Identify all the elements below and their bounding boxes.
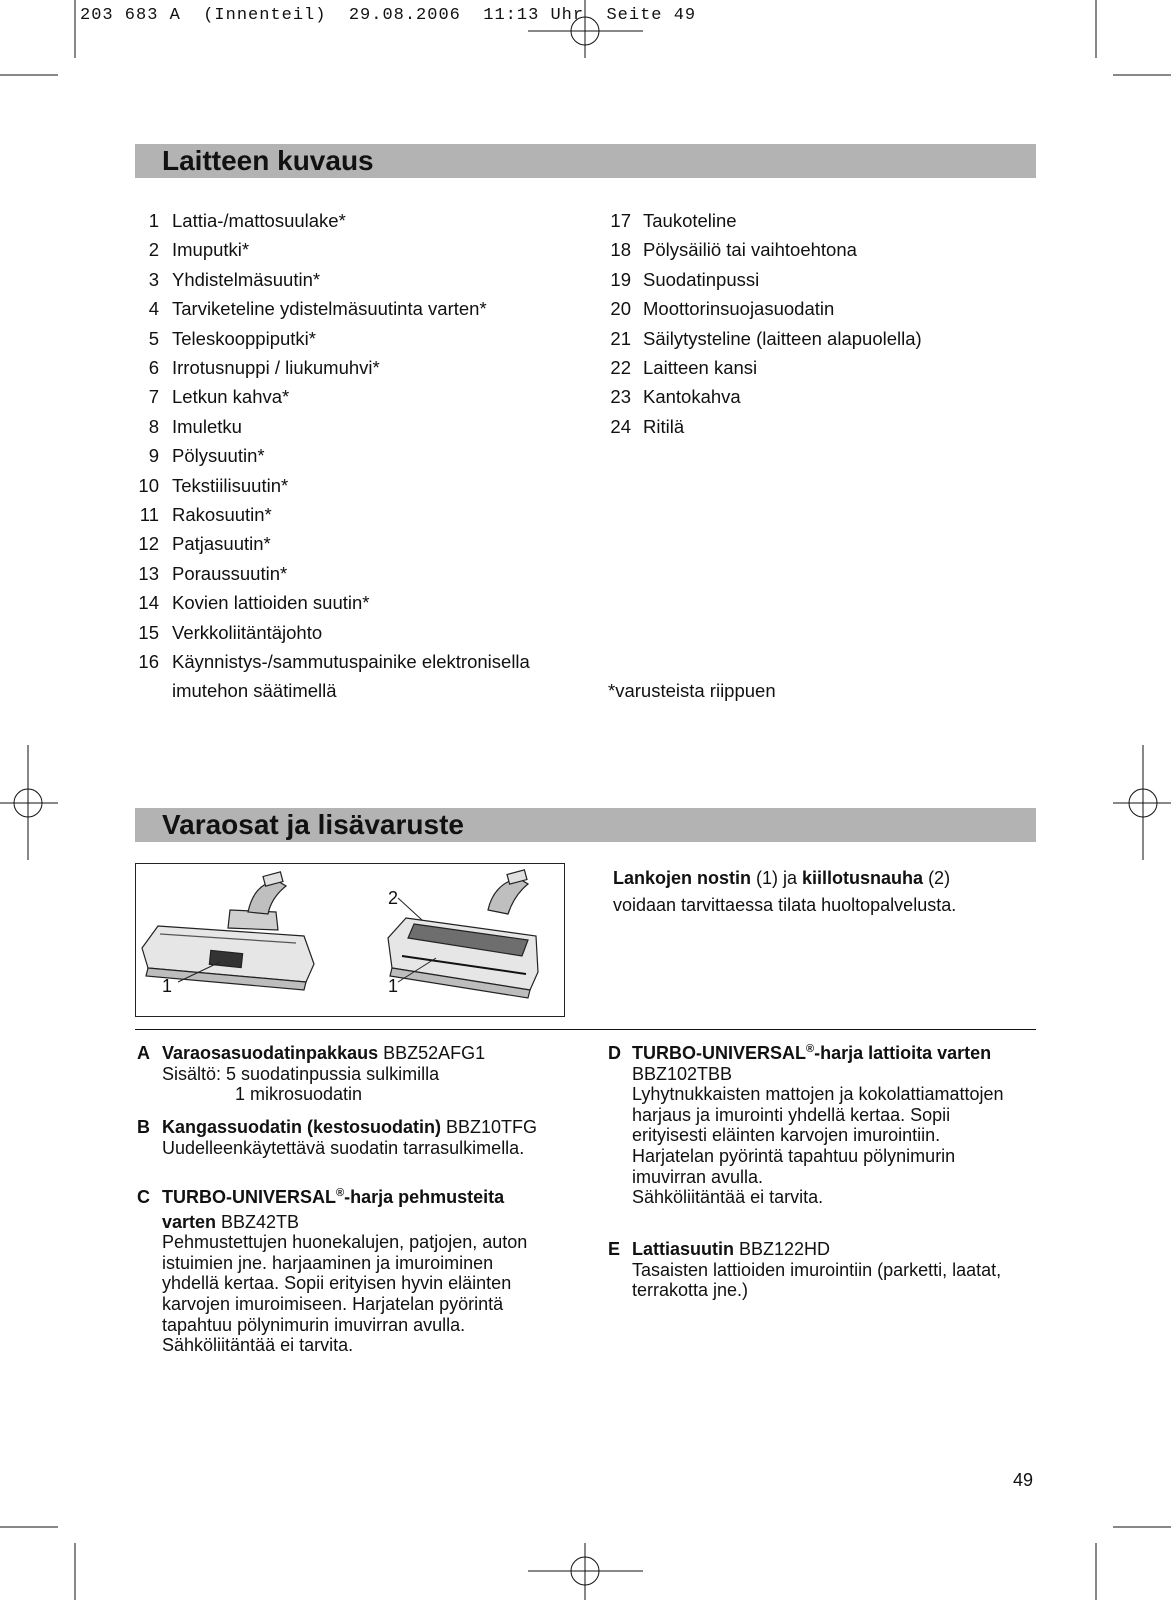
nozzle-figure	[135, 863, 565, 1017]
accessory-e: Lattiasuutin BBZ122HD Tasaisten lattioiden imurointiin (parketti, laatat, terrakotta jne.)	[632, 1239, 1002, 1301]
accessory-letter: E	[608, 1239, 621, 1259]
accessory-b: Kangassuodatin (kestosuodatin) BBZ10TFG Uudelleenkäytettävä suodatin tarrasulkimella.	[162, 1117, 538, 1158]
figure-label: 1	[388, 976, 399, 996]
accessory-a: Varaosasuodatinpakkaus BBZ52AFG1 Sisältö: 5 suodatinpussia sulkimilla 1 mikrosuodatin	[162, 1043, 486, 1105]
figure-label: 2	[388, 888, 399, 908]
spare-parts-intro: Lankojen nostin (1) ja kiillotusnauha (2) voidaan tarvittaessa tilata huoltopalvelusta.	[613, 868, 957, 915]
section-title: Laitteen kuvaus	[162, 145, 374, 176]
accessory-letter: B	[137, 1117, 150, 1137]
page-number: 49	[1012, 1470, 1033, 1490]
accessory-letter: C	[137, 1187, 150, 1207]
section-bar-description	[135, 144, 1036, 178]
accessory-letter: A	[137, 1043, 150, 1063]
divider	[135, 1029, 1036, 1030]
section-bar-spare-parts	[135, 808, 1036, 842]
accessory-c: TURBO-UNIVERSAL®-harja pehmusteita varten BBZ42TB Pehmustettujen huonekalujen, patjojen, auton istuimien jne. harjaaminen ja imuroiminen yhdellä kertaa. Sopii erityisen hyvin eläinten karvojen imuroimiseen. Harjatelan pyörintä tapahtuu pölynimurin imuvirran avulla. Sähköliitäntää ei tarvita.	[162, 1187, 528, 1356]
accessory-d: TURBO-UNIVERSAL®-harja lattioita varten BBZ102TBB Lyhytnukkaisten mattojen ja kokolattiamattojen harjaus ja imurointi yhdellä kertaa. Sopii erityisesti eläinten karvojen imurointiin. Harjatelan pyörintä tapahtuu pölynimurin imuvirran avulla. Sähköliitäntää ei tarvita.	[632, 1043, 1004, 1208]
print-header: 203 683 A (Innenteil) 29.08.2006 11:13 Uhr Seite 49	[80, 6, 697, 25]
figure-label: 1	[162, 976, 173, 996]
section-title: Varaosat ja lisävaruste	[162, 809, 464, 840]
floor-nozzle-illustration	[136, 864, 564, 1016]
accessory-letter: D	[608, 1043, 621, 1063]
